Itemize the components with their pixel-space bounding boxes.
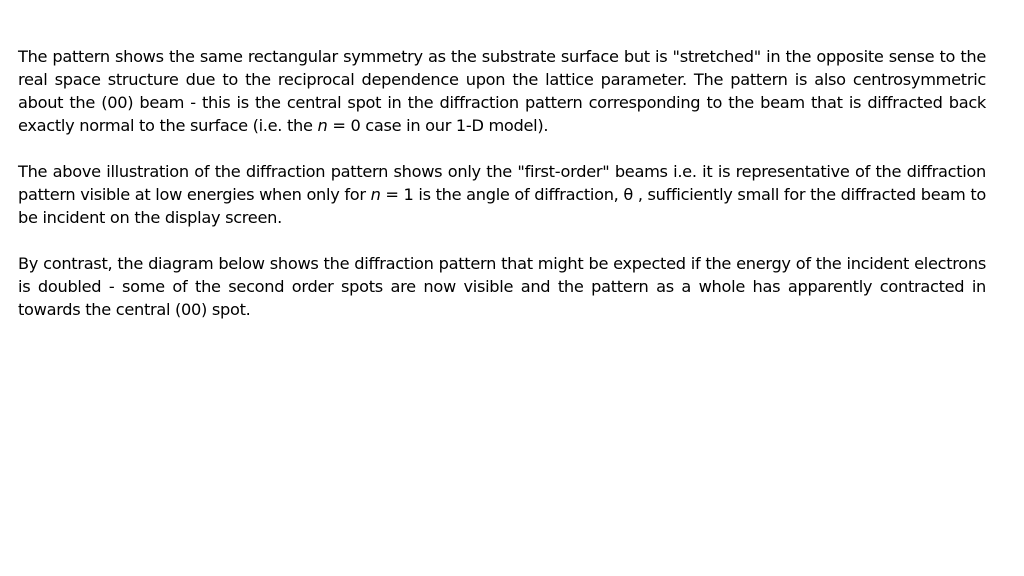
paragraph-first-order-beams — [18, 160, 986, 229]
paragraph-pattern-symmetry — [18, 45, 986, 137]
paragraph-2-text-start: The above illustration of the diffraction pattern shows only the "first-order" beams i.e. it is representative of the diffraction pattern visible at low energies when only for — [18, 162, 986, 204]
paragraph-1-text-end: = 0 case in our 1-D model). — [327, 116, 549, 135]
variable-n: n — [317, 116, 328, 135]
paragraph-2-text-end: = 1 is the angle of diffraction, θ , sufficiently small for the diffracted beam to be incident on the display screen. — [18, 185, 987, 227]
paragraph-1-text-start: The pattern shows the same rectangular symmetry as the substrate surface but is "stretched" in the opposite sense to the real space structure due to the reciprocal dependence upon the lattice parameter. The pattern is also centrosymmetric about the (00) beam - this is the central spot in the diffraction pattern corresponding to the beam that is diffracted back exactly normal to the surface (i.e. the — [18, 47, 986, 135]
paragraph-doubled-energy: By contrast, the diagram below shows the diffraction pattern that might be expected if the energy of the incident electrons is doubled - some of the second order spots are now visible and the pattern as a whole has apparently contracted in towards the central (00) spot. — [18, 254, 986, 319]
text-content — [18, 45, 986, 321]
variable-n: n — [370, 185, 381, 204]
